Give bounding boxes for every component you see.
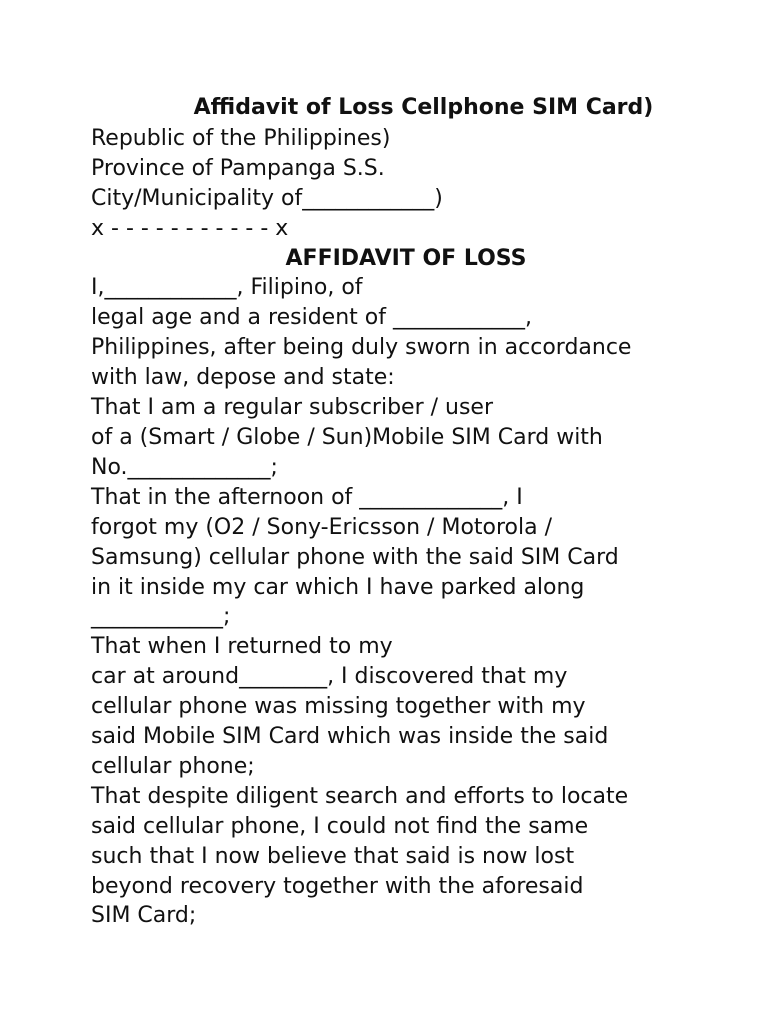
body-line: ____________;	[91, 604, 231, 630]
body-line: cellular phone;	[91, 753, 255, 779]
body-line: with law, depose and state:	[91, 365, 395, 391]
body-line: said Mobile SIM Card which was inside the said	[91, 724, 609, 750]
body-line: cellular phone was missing together with my	[91, 694, 586, 720]
document-page	[91, 93, 711, 931]
body-line: of a (Smart / Globe / Sun)Mobile SIM Card with	[91, 424, 603, 450]
body-line: said cellular phone, I could not find the same	[91, 813, 589, 839]
body-line: That in the afternoon of _____________, I	[91, 484, 523, 510]
body-line: car at around________, I discovered that my	[91, 664, 568, 690]
venue-line: Province of Pampanga S.S.	[91, 155, 385, 181]
body-line: legal age and a resident of ____________,	[91, 305, 532, 331]
body-line: That I am a regular subscriber / user	[91, 395, 493, 421]
document-title: Affidavit of Loss Cellphone SIM Card)	[193, 95, 654, 120]
body-line: beyond recovery together with the aforesaid	[91, 873, 584, 899]
venue-block	[91, 124, 711, 244]
body-line: SIM Card;	[91, 903, 197, 929]
body-line: in it inside my car which I have parked along	[91, 574, 585, 600]
body-line: No._____________;	[91, 454, 278, 480]
body-line: I,____________, Filipino, of	[91, 275, 363, 301]
body-line: such that I now believe that said is now lost	[91, 843, 575, 869]
body-line: Samsung) cellular phone with the said SIM Card	[91, 544, 619, 570]
body-line: forgot my (O2 / Sony-Ericsson / Motorola /	[91, 514, 553, 540]
affidavit-body	[91, 273, 711, 931]
body-line: That despite diligent search and efforts to locate	[91, 783, 629, 809]
venue-line: Republic of the Philippines)	[91, 125, 391, 151]
body-line: Philippines, after being duly sworn in accordance	[91, 335, 632, 361]
venue-line: City/Municipality of____________)	[91, 185, 443, 211]
venue-separator: x - - - - - - - - - - - x	[91, 215, 289, 241]
body-line: That when I returned to my	[91, 634, 393, 660]
affidavit-heading: AFFIDAVIT OF LOSS	[285, 245, 527, 271]
